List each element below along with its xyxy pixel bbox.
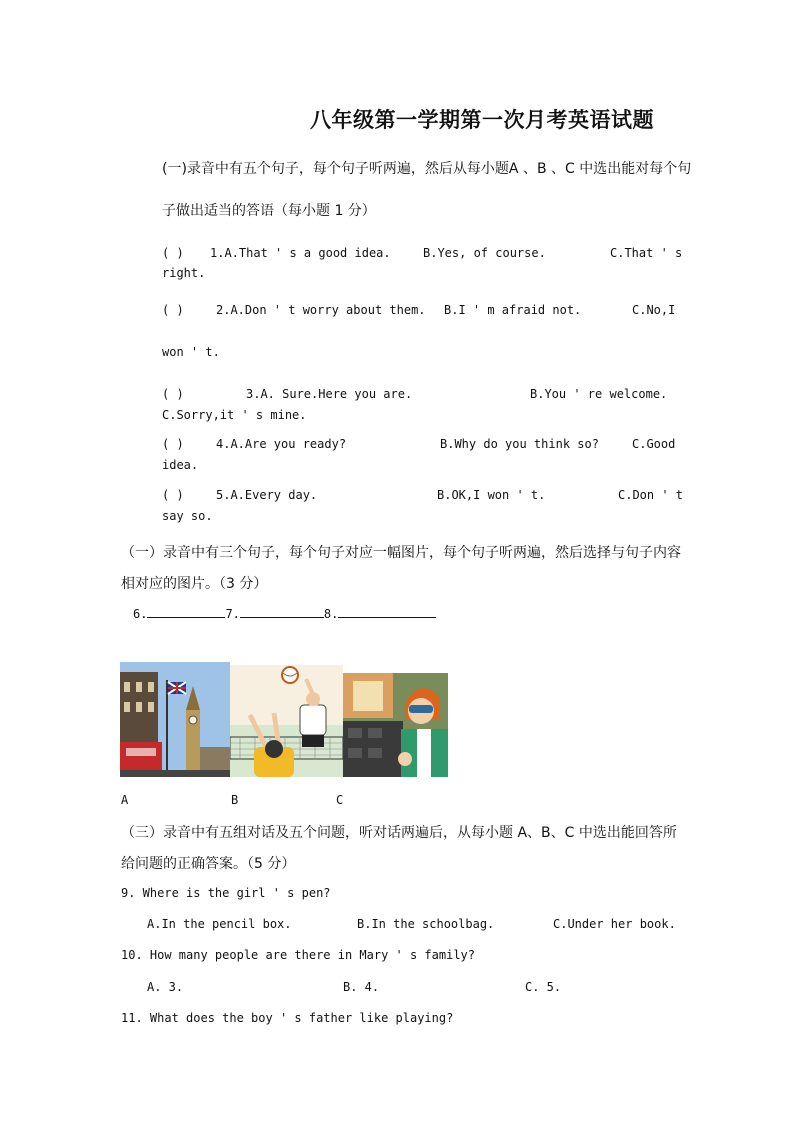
q1-option-c: C.That ' s (610, 246, 683, 260)
q5-prefix: ( ) (162, 488, 184, 502)
picture-c-classroom (343, 673, 448, 777)
q2-continuation: won ' t. (162, 345, 220, 359)
section1-instruction-line1: (一)录音中有五个句子，每个句子听两遍，然后从每小题A 、B 、C 中选出能对每个句 (162, 161, 692, 177)
q4-option-a: 4.A.Are you ready? (216, 437, 347, 451)
image-label-b: B (231, 793, 239, 807)
section2-instruction-line1: （一）录音中有三个句子，每个句子对应一幅图片，每个句子听两遍，然后选择与句子内容 (121, 545, 681, 561)
q10-option-b: B. 4. (343, 980, 380, 994)
q5-option-a: 5.A.Every day. (216, 488, 318, 502)
blank-6-line (147, 605, 225, 618)
q5-option-c: C.Don ' t (618, 488, 684, 502)
q10-option-c: C. 5. (525, 980, 562, 994)
section3-instruction-line2: 给问题的正确答案。（5 分） (121, 856, 296, 872)
q1-option-a: 1.A.That ' s a good idea. (210, 246, 391, 260)
q2-option-c: C.No,I (632, 303, 676, 317)
q10-question: 10. How many people are there in Mary ' s family? (121, 948, 476, 962)
q9-option-c: C.Under her book. (553, 917, 676, 931)
q3-option-a: 3.A. Sure.Here you are. (246, 387, 413, 401)
blank-8-label: 8. (323, 607, 339, 621)
q4-prefix: ( ) (162, 437, 184, 451)
q4-option-b: B.Why do you think so? (440, 437, 599, 451)
section1-instruction-line2: 子做出适当的答语（每小题 1 分） (162, 203, 376, 219)
section2-instruction-line2: 相对应的图片。（3 分） (121, 576, 268, 592)
blank-7-label: 7. (225, 607, 240, 621)
q2-option-b: B.I ' m afraid not. (444, 303, 582, 317)
q5-option-b: B.OK,I won ' t. (437, 488, 546, 502)
q9-option-a: A.In the pencil box. (147, 917, 292, 931)
q2-option-a: 2.A.Don ' t worry about them. (216, 303, 426, 317)
image-label-a: A (121, 793, 129, 807)
section3-instruction-line1: （三）录音中有五组对话及五个问题，听对话两遍后，从每小题 A、B、C 中选出能回答所 (121, 825, 677, 841)
q1-option-b: B.Yes, of course. (423, 246, 546, 260)
q1-continuation: right. (162, 266, 206, 280)
q4-continuation: idea. (162, 458, 199, 472)
picture-b-volleyball (230, 665, 343, 777)
q3-continuation: C.Sorry,it ' s mine. (162, 408, 307, 422)
blank-7-line (240, 605, 324, 618)
q9-option-b: B.In the schoolbag. (357, 917, 495, 931)
q5-continuation: say so. (162, 509, 213, 523)
q10-option-a: A. 3. (147, 980, 184, 994)
image-label-c: C (336, 793, 344, 807)
answer-blanks (133, 605, 436, 621)
q9-question: 9. Where is the girl ' s pen? (121, 886, 331, 900)
q4-option-c: C.Good (632, 437, 676, 451)
q3-prefix: ( ) (162, 387, 184, 401)
q2-prefix: ( ) (162, 303, 184, 317)
blank-6-label: 6. (133, 607, 148, 621)
blank-8-line (338, 605, 436, 618)
page-title: 八年级第一学期第一次月考英语试题 (310, 107, 654, 132)
q3-option-b: B.You ' re welcome. (530, 387, 668, 401)
q1-prefix: ( ) (162, 246, 184, 260)
picture-a-big-ben (120, 662, 230, 777)
q11-question: 11. What does the boy ' s father like playing? (121, 1011, 454, 1025)
